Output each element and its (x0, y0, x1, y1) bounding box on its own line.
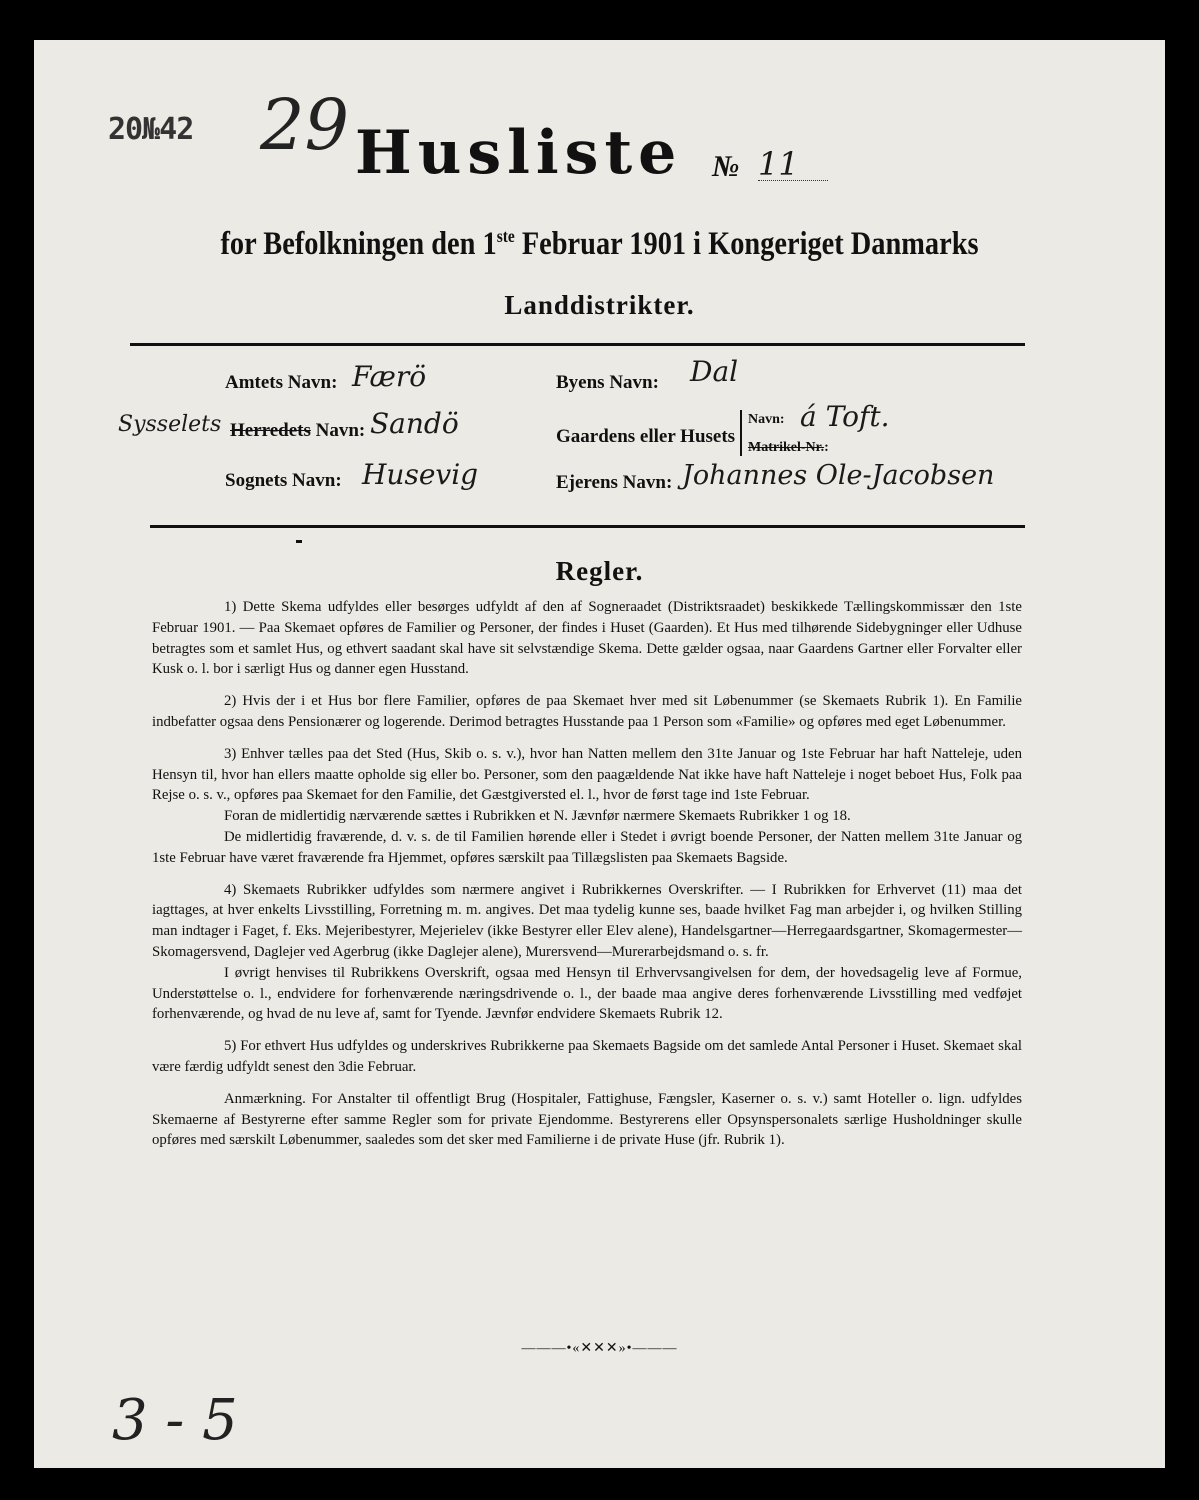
page-range-note: 3 - 5 (112, 1388, 238, 1453)
by-value: Dal (690, 355, 739, 388)
rule-5: 5) For ethvert Hus udfyldes og underskrives Rubrikkerne paa Skemaets Bagside om det samlede Antal Personer i Huset. Skemaet skal være færdig udfyldt senest den 3die Februar. (152, 1038, 1022, 1075)
rules-title: Regler. (555, 556, 644, 586)
herred-label: Herredets Navn: (230, 420, 366, 441)
rule-3-foran: Foran de midlertidig nærværende sættes i Rubrikken et N. Jævnfør nærmere Skemaets Rubrikker 1 og 18. (224, 808, 851, 825)
form-number-dotted-line (758, 180, 828, 181)
sogn-label: Sognets Navn: (225, 470, 342, 491)
gaard-matrikel-label: Matrikel-Nr.: (748, 440, 829, 455)
form-title: Husliste (355, 118, 683, 188)
rule-3: 3) Enhver tælles paa det Sted (Hus, Skib o. s. v.), hvor han Natten mellem den 31te Januar og 1ste Februar har haft Natteleje, uden Hensyn til, hvor han ellers maatte opholde sig eller bo. Personer, som den paagældende Nat ikke have haft Natteleje i noget beboet Hus, Folk paa Rejse o. s. v., opføres paa Skemaet for den Familie, det Gæstgiversted el. l., hvor de først tage ind 1ste Februar. (152, 745, 1022, 804)
gaard-navn-value: á Toft. (800, 400, 890, 433)
rule-note: Anmærkning. For Anstalter til offentligt Brug (Hospitaler, Fattighuse, Fængsler, Kaserner o. s. v.) samt Hoteller o. lign. udfyldes Skemaerne af Bestyrerne efter samme Regler som for private Ejendomme. Bestyrerens eller Opsynspersonalets særlige Husholdninger skulle opføres med særskilt Løbenummer, saaledes som det sker med Familierne i de private Huse (jfr. Rubrik 1). (152, 1090, 1022, 1149)
rule-1: 1) Dette Skema udfyldes eller besørges udfyldt af den af Sogneraadet (Distriktsraadet) beskikkede Tællingskommissær den 1ste Februar 1901. — Paa Skemaet opføres de Familier og Personer, der findes i Huset (Gaarden). Et Hus med tilhørende Sidebygninger eller Udhuse betragtes som et samlet Hus, og ethvert saadant skal have sit selvstændige Skema. Dette gælder ogsaa, naar Gaardens Gartner eller Forvalter eller Kusk o. l. bor i særligt Hus og danner egen Husstand. (152, 599, 1022, 678)
by-label: Byens Navn: (556, 372, 659, 393)
sogn-value: Husevig (362, 458, 479, 491)
ink-dot (296, 540, 302, 543)
gaard-label: Gaardens eller Husets (556, 426, 736, 447)
form-number-label: № (712, 150, 740, 183)
rules-body (152, 597, 1022, 1162)
amt-value: Færö (352, 360, 427, 393)
ejer-label: Ejerens Navn: (556, 472, 673, 493)
ornament-divider: ———•«✕✕✕»•——— (521, 1341, 678, 1356)
archive-stamp: 20№42 (108, 112, 194, 147)
rule-3-fravaerende: De midlertidig fraværende, d. v. s. de til Familien hørende eller i Stedet i øvrigt boende Personer, der Natten mellem 31te Januar og 1ste Februar have været fraværende fra Hjemmet, opføres særskilt paa Tillægslisten paa Skemaets Bagside. (152, 828, 1022, 866)
rule-4-oevrigt: I øvrigt henvises til Rubrikkens Overskrift, ogsaa med Hensyn til Erhvervsangivelsen for dem, der hovedsagelig leve af Formue, Understøttelse o. l., endvidere for forhenværende næringsdrivende o. l., der baade maa angive deres forhenværende Livsstilling med vedføjet forhenværende, og hvad de nu leve af, samt for Tyende. Jævnfør endvidere Skemaets Rubrik 12. (152, 964, 1022, 1023)
rule-2: 2) Hvis der i et Hus bor flere Familier, opføres de paa Skemaet hver med sit Løbenummer (se Skemaets Rubrik 1). En Familie indbefatter ogsaa dens Pensionærer og logerende. Derimod betragtes Husstande paa 1 Person som «Familie» og opføres med eget Løbenummer. (152, 693, 1022, 730)
rule-4: 4) Skemaets Rubrikker udfyldes som nærmere angivet i Rubrikkernes Overskrifter. — I Rubrikken for Erhvervet (11) maa det iagttages, at hver enkelts Livsstilling, Forretning m. m. angives. Det maa tydelig kunne ses, baade hvilket Fag man arbejder i, og hvilken Stilling man indtager i Faget, f. Eks. Mejeribestyrer, Mejerielev (ikke Bestyrer eller Elev alene), Handelsgartner—Herregaardsgartner, Skomagermester—Skomagersvend, Daglejer ved Agerbrug (ikke Daglejer alene), Murersvend—Murerarbejdsmand o. s. fr. (152, 881, 1022, 960)
amt-label: Amtets Navn: (225, 372, 338, 393)
ejer-value: Johannes Ole-Jacobsen (682, 460, 995, 491)
form-number-value: 11 (758, 145, 799, 183)
gaard-brace (740, 410, 742, 456)
form-subtitle: for Befolkningen den 1ste Februar 1901 i Kongeriget Danmarks (220, 226, 979, 262)
herred-prefix: Sysselets (118, 412, 222, 437)
top-rule (130, 343, 1025, 346)
pencil-number: 29 (260, 84, 350, 166)
gaard-navn-label: Navn: (748, 412, 785, 427)
bottom-rule (150, 525, 1025, 528)
herred-value: Sandö (370, 407, 459, 440)
form-subtitle-districts: Landdistrikter. (504, 290, 695, 320)
